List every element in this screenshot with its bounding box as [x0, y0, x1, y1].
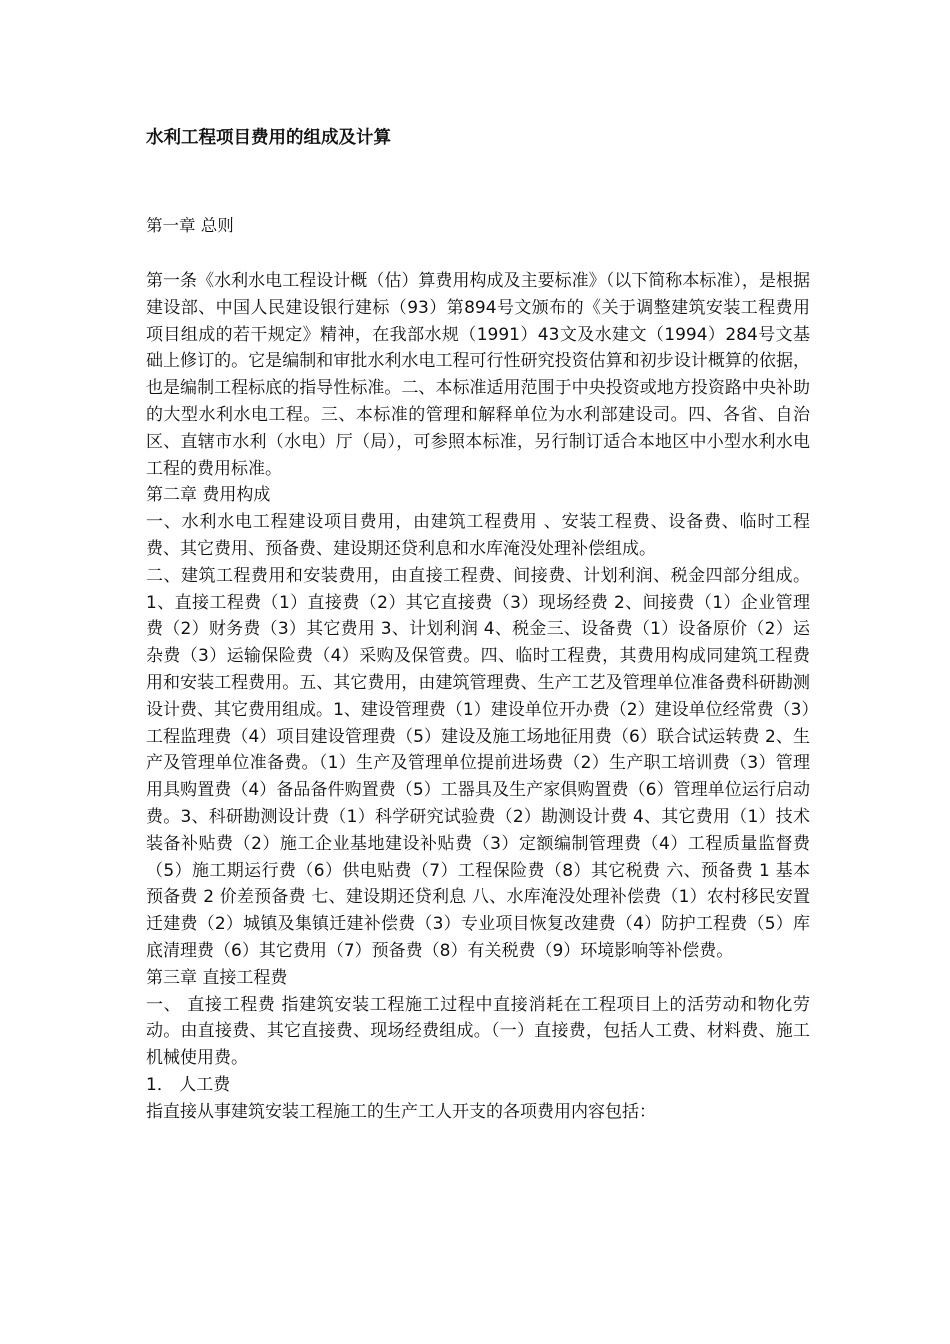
chapter-3-heading: 第三章 直接工程费	[146, 967, 288, 988]
direct-cost-paragraph: 一、 直接工程费 指建筑安装工程施工过程中直接消耗在工程项目上的活劳动和物化劳动。由直接费、其它直接费、现场经费组成。（一）直接费，包括人工费、材料费、施工机械使用费。	[146, 994, 810, 1069]
cost-composition-paragraph-2: 二、建筑工程费用和安装费用，由直接工程费、间接费、计划利润、税金四部分组成。1、直接工程费（1）直接费（2）其它直接费（3）现场经费 2、间接费（1）企业管理费（2）财务费（3）其它费用 3、计划利润 4、税金三、设备费（1）设备原价（2）运杂费（3）运输保险费（4）采购及保管费。四、临时工程费，其费用构成同建筑工程费用和安装工程费用。五、其它费用，由建筑管理费、生产工艺及管理单位准备费科研勘测设计费、其它费用组成。1、建设管理费（1）建设单位开办费（2）建设单位经常费（3）工程监理费（4）项目建设管理费（5）建设及施工场地征用费（6）联合试运转费 2、生产及管理单位准备费。（1）生产及管理单位提前进场费（2）生产职工培训费（3）管理用具购置费（4）备品备件购置费（5）工器具及生产家俱购置费（6）管理单位运行启动费。3、科研勘测设计费（1）科学研究试验费（2）勘测设计费 4、其它费用（1）技术装备补贴费（2）施工企业基地建设补贴费（3）定额编制管理费（4）工程质量监督费（5）施工期运行费（6）供电贴费（7）工程保险费（8）其它税费 六、预备费 1 基本预备费 2 价差预备费 七、建设期还贷利息 八、水库淹没处理补偿费（1）农村移民安置迁建费（2）城镇及集镇迁建补偿费（3）专业项目恢复改建费（4）防护工程费（5）库底清理费（6）其它费用（7）预备费（8）有关税费（9）环境影响等补偿费。	[146, 565, 810, 961]
document-title: 水利工程项目费用的组成及计算	[146, 128, 391, 148]
labor-cost-paragraph: 指直接从事建筑安装工程施工的生产工人开支的各项费用内容包括：	[146, 1101, 656, 1122]
article-1-paragraph: 第一条《水利水电工程设计概（估）算费用构成及主要标准》（以下简称本标准），是根据建设部、中国人民建设银行建标（93）第894号文颁布的《关于调整建筑安装工程费用项目组成的若干规定》精神，在我部水规（1991）43文及水建文（1994）284号文基础上修订的。它是编制和审批水利水电工程可行性研究投资估算和初步设计概算的依据，也是编制工程标底的指导性标准。二、本标准适用范围于中央投资或地方投资路中央补助的大型水利水电工程。三、本标准的管理和解释单位为水利部建设司。四、各省、自治区、直辖市水利（水电）厅（局），可参照本标准，另行制订适合本地区中小型水利水电工程的费用标准。	[146, 271, 810, 479]
chapter-1-heading: 第一章 总则	[146, 216, 234, 235]
document-body	[146, 268, 810, 1126]
labor-cost-heading: 1． 人工费	[146, 1074, 231, 1095]
chapter-2-heading: 第二章 费用构成	[146, 485, 271, 506]
cost-composition-paragraph-1: 一、水利水电工程建设项目费用，由建筑工程费用 、安装工程费、设备费、临时工程费、其它费用、预备费、建设期还贷利息和水库淹没处理补偿组成。	[146, 512, 810, 559]
